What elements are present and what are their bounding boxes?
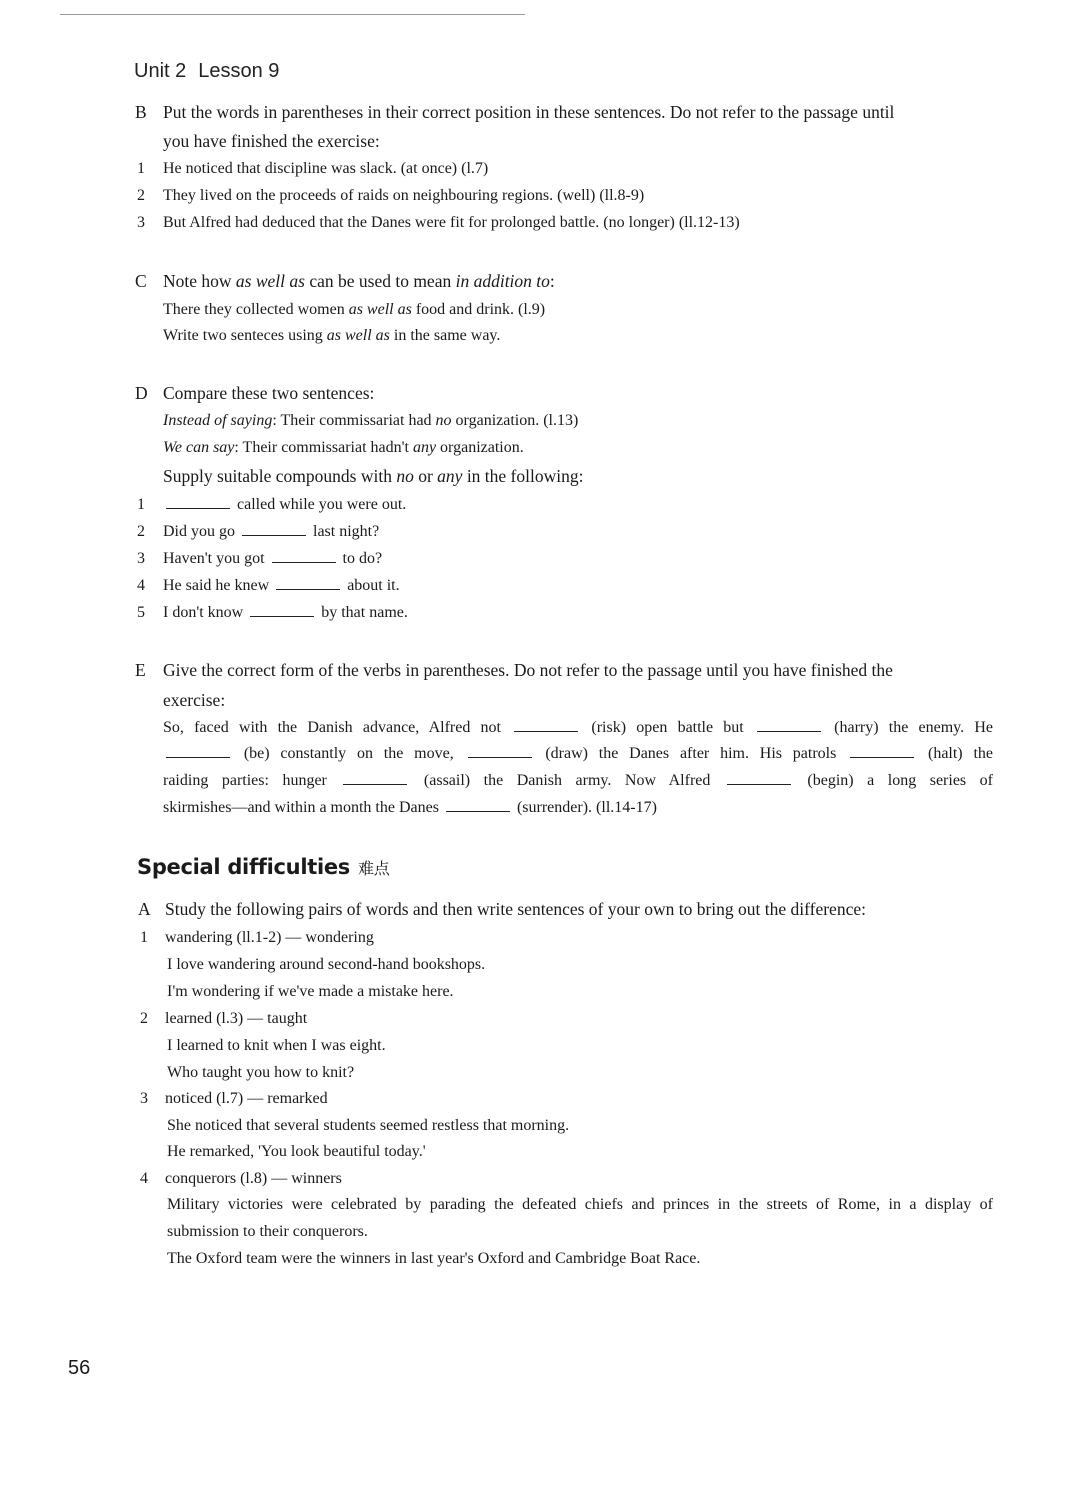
text: exercise: [163,690,226,710]
lesson-label: Lesson 9 [198,60,280,82]
text: can be used to mean [304,271,456,291]
text-line [163,744,993,764]
text-line [163,718,993,738]
text-line [163,186,644,206]
text: by that name. [317,604,408,621]
item-number: 2 [137,523,145,540]
text-line [163,131,380,151]
text: Did you go [163,523,239,540]
text: (halt) the [917,745,993,762]
section-label: D [135,383,148,403]
text: raiding parties: hunger [163,772,341,789]
item-number: 4 [137,577,145,594]
special-title-cn: 难点 [358,859,390,878]
text: food and drink. (l.9) [411,301,546,318]
text-line [163,411,578,431]
text-line [167,955,485,975]
text: (harry) the enemy. He [823,719,994,736]
text-line [167,1195,993,1215]
text: They lived on the proceeds of raids on neighbouring regions. (well) (ll.8-9) [163,187,645,204]
top-rule [60,14,525,15]
answer-blank [250,604,314,617]
text: Supply suitable compounds with [163,466,397,486]
answer-blank [446,799,510,812]
item-number: 5 [137,604,145,621]
text-line [163,326,500,346]
answer-blank [276,577,340,590]
text: I don't know [163,604,248,621]
text: (be) constantly on the move, [233,745,465,762]
section-label: C [135,271,147,291]
text-line [163,438,524,458]
text-line [163,495,406,515]
text-line [163,159,488,179]
unit-label: Unit 2 [134,60,187,82]
text: noticed (l.7) — remarked [165,1090,328,1107]
text: Give the correct form of the verbs in parentheses. Do not refer to the passage until you have finished the [163,660,893,680]
text: (draw) the Danes after him. His patrols [534,745,848,762]
item-number: 1 [140,929,148,946]
text: Who taught you how to knit? [167,1064,355,1081]
item-number: 3 [137,214,145,231]
answer-blank [343,772,407,785]
text-line [163,383,374,403]
text: Note how [163,271,236,291]
text: I'm wondering if we've made a mistake here. [167,983,454,1000]
answer-blank [514,719,578,732]
text: He said he knew [163,577,274,594]
text: : Their commissariat had [272,412,436,429]
text: She noticed that several students seemed restless that morning. [167,1117,570,1134]
text-line [163,576,400,596]
text-line [163,102,894,122]
text-line [163,271,555,291]
text: about it. [343,577,400,594]
text: So, faced with the Danish advance, Alfred not [163,719,512,736]
section-label: B [135,102,147,122]
text: to do? [338,550,383,567]
italic-text: no [435,412,452,429]
text: (surrender). (ll.14-17) [512,799,657,816]
italic-text: as well as [326,327,390,344]
text-line [163,213,740,233]
text: But Alfred had deduced that the Danes were fit for prolonged battle. (no longer) (ll.12-13) [163,214,740,231]
text-line [163,466,583,486]
item-number: 4 [140,1170,148,1187]
answer-blank [727,772,791,785]
text-line [167,1142,426,1162]
answer-blank [468,745,532,758]
text: I love wandering around second-hand bookshops. [167,956,486,973]
text: Haven't you got [163,550,269,567]
italic-text: any [412,439,437,456]
italic-text: Instead of saying [163,412,273,429]
text-line [163,660,893,680]
item-number: 2 [137,187,145,204]
text-line [167,1063,354,1083]
text: The Oxford team were the winners in last year's Oxford and Cambridge Boat Race. [167,1250,701,1267]
text: wandering (ll.1-2) — wondering [165,929,374,946]
item-number: 3 [137,550,145,567]
text: you have finished the exercise: [163,131,380,151]
section-heading [137,855,389,879]
text: He remarked, 'You look beautiful today.' [167,1143,426,1160]
text-line [165,1089,328,1109]
text: or [413,466,438,486]
text-line [165,928,374,948]
text: last night? [309,523,380,540]
page-header [134,60,279,83]
text-line [167,1116,569,1136]
text: in the same way. [389,327,501,344]
text: I learned to knit when I was eight. [167,1037,386,1054]
italic-text: as well as [235,271,305,291]
text: Study the following pairs of words and then write sentences of your own to bring out the difference: [165,899,866,919]
item-number: 1 [137,496,145,513]
text: : Their commissariat hadn't [234,439,413,456]
page-number: 56 [68,1357,91,1379]
text: conquerors (l.8) — winners [165,1170,342,1187]
text-line [163,300,545,320]
special-title: Special difficulties [137,855,351,879]
text-line [167,982,454,1002]
answer-blank [242,523,306,536]
text-line [165,1009,307,1029]
text-line [163,603,408,623]
text-line [163,690,225,710]
text: Write two senteces using [163,327,327,344]
italic-text: as well as [348,301,412,318]
text: He noticed that discipline was slack. (at once) (l.7) [163,160,489,177]
text: Put the words in parentheses in their correct position in these sentences. Do not refer to the passage until [163,102,895,122]
answer-blank [757,719,821,732]
text-line [167,1036,386,1056]
item-number: 2 [140,1010,148,1027]
answer-blank [850,745,914,758]
text: organization. [436,439,524,456]
text-line [163,522,379,542]
text-line [165,1169,342,1189]
italic-text: in addition to [455,271,550,291]
text: Military victories were celebrated by parading the defeated chiefs and princes in the streets of Rome, in a display of [167,1196,993,1213]
answer-blank [166,745,230,758]
text: skirmishes—and within a month the Danes [163,799,443,816]
text-line [163,549,382,569]
text-line [167,1249,700,1269]
text: (assail) the Danish army. Now Alfred [410,772,724,789]
text-line [165,899,866,919]
italic-text: We can say [163,439,235,456]
text: submission to their conquerors. [167,1223,368,1240]
text: called while you were out. [233,496,407,513]
text-line [167,1222,368,1242]
text-line [163,798,657,818]
answer-blank [272,550,336,563]
text: organization. (l.13) [451,412,579,429]
item-number: 1 [137,160,145,177]
text: : [549,271,555,291]
text: in the following: [462,466,584,486]
text-line [163,771,993,791]
text: (begin) a long series of [793,772,993,789]
text: Compare these two sentences: [163,383,375,403]
text: learned (l.3) — taught [165,1010,308,1027]
item-number: 3 [140,1090,148,1107]
italic-text: any [437,466,463,486]
answer-blank [166,496,230,509]
section-label: A [138,899,151,919]
section-label: E [135,660,146,680]
italic-text: no [396,466,414,486]
text: (risk) open battle but [581,719,754,736]
text: There they collected women [163,301,349,318]
